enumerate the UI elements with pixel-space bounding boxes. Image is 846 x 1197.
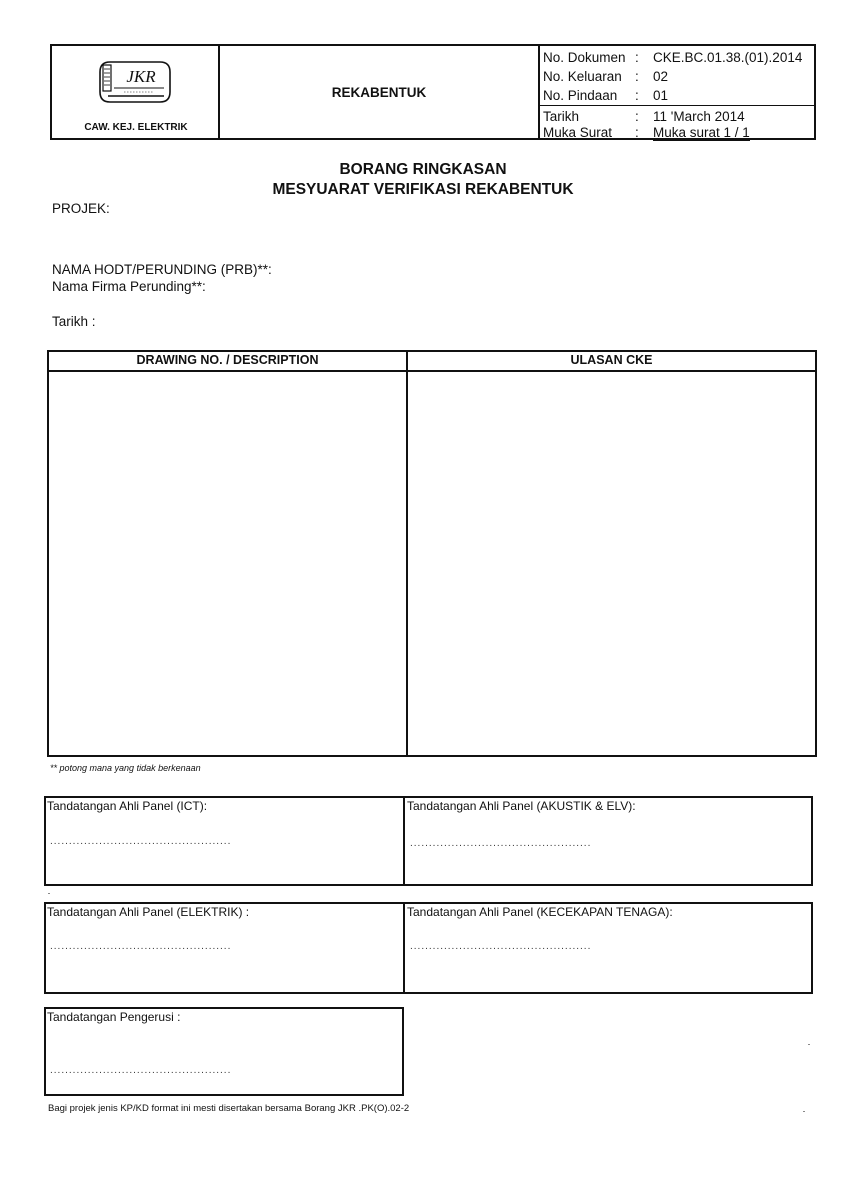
meta-key: No. Keluaran <box>543 69 622 84</box>
scan-speck <box>803 1111 805 1112</box>
footer-note: Bagi projek jenis KP/KD format ini mesti disertakan bersama Borang JKR .PK(O).02-2 <box>48 1103 410 1114</box>
signature-line-elektrik: ................................................ <box>50 941 232 952</box>
signature-box-row1 <box>44 796 813 886</box>
drawing-review-table <box>47 350 817 757</box>
meta-separator: : <box>635 88 639 103</box>
document-header <box>50 44 816 140</box>
meta-value: 02 <box>653 69 669 84</box>
signature-line-kecekapan: ................................................ <box>410 941 592 952</box>
meta-value: CKE.BC.01.38.(01).2014 <box>653 50 803 65</box>
signature-divider <box>403 904 405 992</box>
signature-line-akustik: ................................................ <box>410 838 592 849</box>
department-label: CAW. KEJ. ELEKTRIK <box>84 122 188 133</box>
footnote: ** potong mana yang tidak berkenaan <box>50 763 201 773</box>
meta-key: Muka Surat <box>543 125 613 140</box>
signature-label-akustik: Tandatangan Ahli Panel (AKUSTIK & ELV): <box>407 799 636 813</box>
signature-line-ict: ................................................ <box>50 836 232 847</box>
meta-row <box>540 86 814 106</box>
signature-label-pengerusi: Tandatangan Pengerusi : <box>47 1010 181 1024</box>
meta-separator: : <box>635 125 639 140</box>
column-header-ulasan: ULASAN CKE <box>570 353 653 367</box>
signature-box-pengerusi <box>44 1007 404 1096</box>
jkr-logo <box>94 56 176 108</box>
logo-cell <box>52 46 220 138</box>
meta-key: No. Pindaan <box>543 88 618 103</box>
signature-label-ict: Tandatangan Ahli Panel (ICT): <box>47 799 208 813</box>
form-name: REKABENTUK <box>220 46 540 138</box>
meta-row <box>540 67 814 86</box>
meta-row <box>540 123 814 142</box>
scan-speck <box>48 893 50 894</box>
meta-separator: : <box>635 50 639 65</box>
projek-field-label: PROJEK: <box>52 201 110 216</box>
header-rule <box>49 370 815 372</box>
signature-line-pengerusi: ................................................ <box>50 1065 232 1076</box>
document-meta <box>540 46 814 138</box>
signature-box-row2 <box>44 902 813 994</box>
meta-value: Muka surat 1 / 1 <box>653 125 750 140</box>
form-title-line2: MESYUARAT VERIFIKASI REKABENTUK <box>272 181 574 198</box>
meta-separator: : <box>635 69 639 84</box>
column-header-drawing: DRAWING NO. / DESCRIPTION <box>136 353 319 367</box>
meta-value: 01 <box>653 88 669 103</box>
nama-firma-field-label: Nama Firma Perunding**: <box>52 279 206 294</box>
meta-separator: : <box>635 109 639 124</box>
nama-hodt-field-label: NAMA HODT/PERUNDING (PRB)**: <box>52 262 272 277</box>
tarikh-field-label: Tarikh : <box>52 314 96 329</box>
signature-label-elektrik: Tandatangan Ahli Panel (ELEKTRIK) : <box>47 905 250 919</box>
column-divider <box>406 352 408 755</box>
signature-label-kecekapan: Tandatangan Ahli Panel (KECEKAPAN TENAGA): <box>407 905 673 919</box>
meta-value: 11 'March 2014 <box>653 109 745 124</box>
meta-key: Tarikh <box>543 109 580 124</box>
logo-lettering: JKR <box>126 67 156 86</box>
meta-key: No. Dokumen <box>543 50 626 65</box>
form-title-line1: BORANG RINGKASAN <box>339 161 507 178</box>
signature-divider <box>403 798 405 884</box>
scan-speck <box>808 1044 810 1045</box>
meta-row <box>540 48 814 67</box>
